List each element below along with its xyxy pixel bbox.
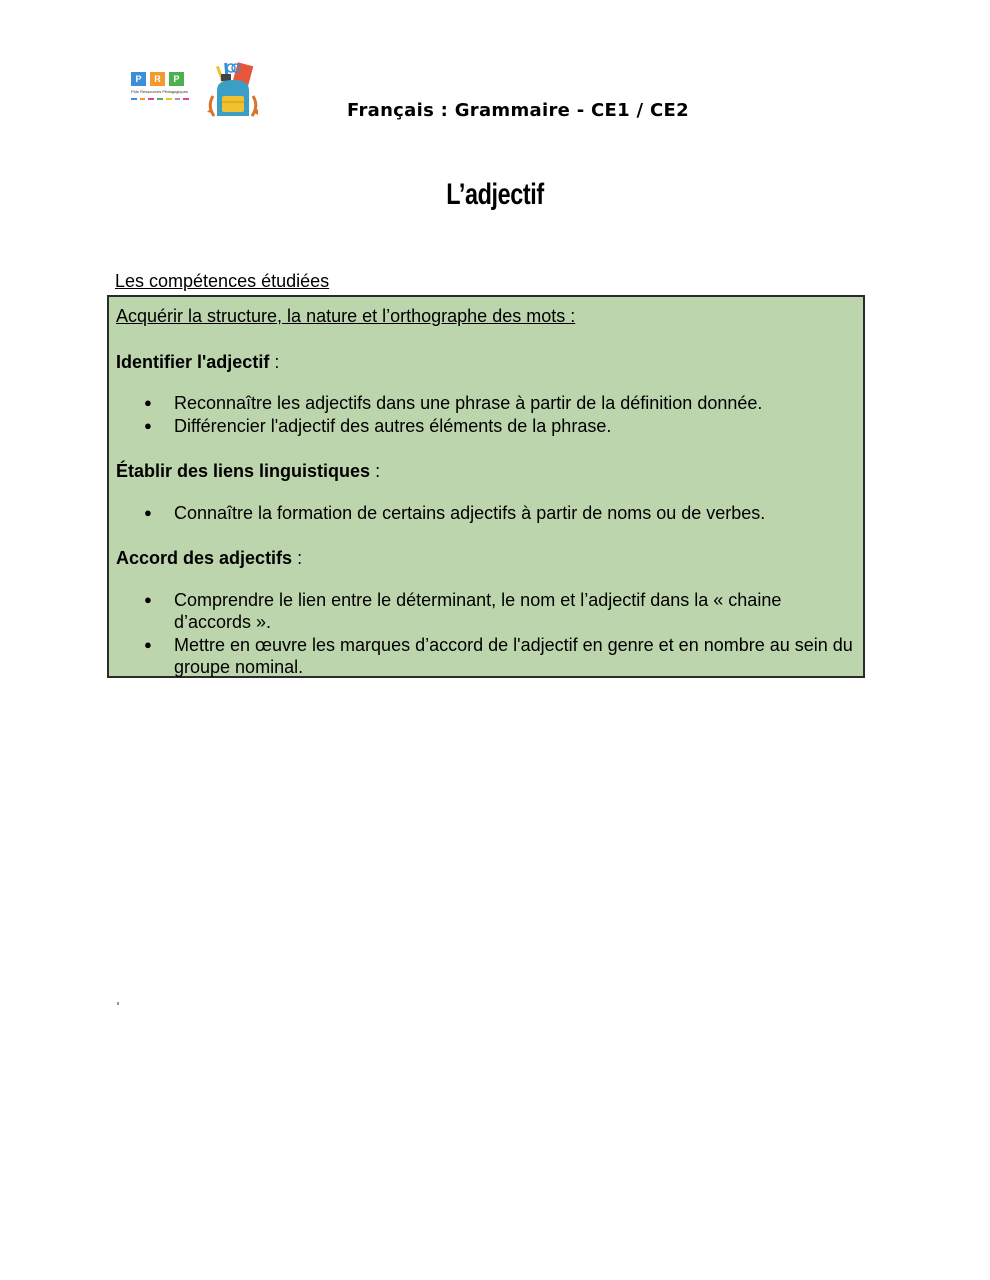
- list-item: ● Comprendre le lien entre le déterminant, le nom et l’adjectif dans la « chaine d’accords ».: [174, 589, 856, 634]
- section-label: Les compétences étudiées: [115, 271, 330, 291]
- group-heading-identifier: Identifier l'adjectif :: [116, 351, 280, 372]
- group-list-liens: [116, 502, 856, 525]
- logo-subtitle: Pôle Ressources Pédagogiques: [131, 89, 188, 94]
- stray-mark: [117, 1002, 119, 1005]
- list-item: ● Reconnaître les adjectifs dans une phrase à partir de la définition donnée.: [174, 392, 856, 415]
- logo-letter-r: R: [150, 72, 165, 86]
- group-heading-accord: Accord des adjectifs :: [116, 548, 303, 568]
- group-list-identifier: [116, 392, 856, 437]
- logo-dashes: [131, 98, 189, 100]
- prp-logo: [131, 72, 189, 100]
- box-intro: Acquérir la structure, la nature et l’orthographe des mots :: [116, 306, 576, 326]
- competences-box: [107, 295, 865, 678]
- logo-letter-p2: P: [169, 72, 184, 86]
- header-title: Français : Grammaire - CE1 / CE2: [347, 100, 689, 121]
- logo-letter-p: P: [131, 72, 146, 86]
- group-heading-liens: Établir des liens linguistiques :: [116, 461, 381, 481]
- list-item: ● Différencier l'adjectif des autres éléments de la phrase.: [174, 415, 856, 438]
- list-item: ● Mettre en œuvre les marques d’accord de l'adjectif en genre et en nombre au sein du groupe nominal.: [174, 634, 856, 679]
- group-list-accord: [116, 589, 856, 679]
- list-item: ● Connaître la formation de certains adjectifs à partir de noms ou de verbes.: [174, 502, 856, 525]
- backpack-icon: [205, 60, 261, 120]
- document-title: L’adjectif: [446, 178, 544, 211]
